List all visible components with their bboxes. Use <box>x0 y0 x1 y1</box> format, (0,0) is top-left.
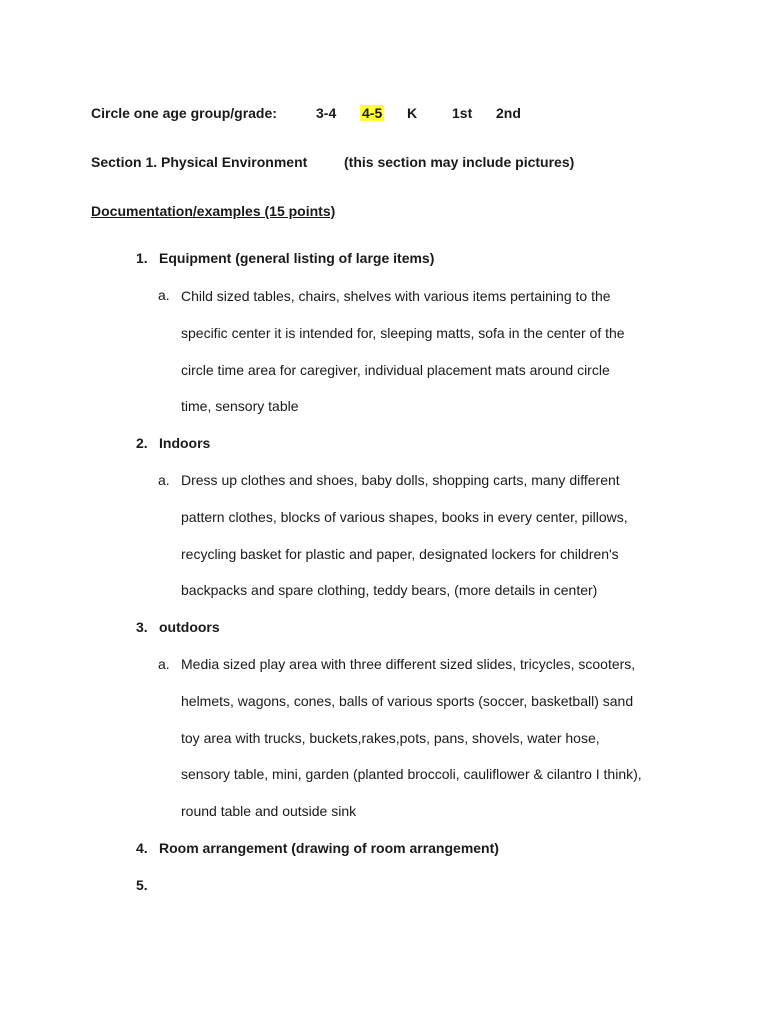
sub-item-line: pattern clothes, blocks of various shapes, books in every center, pillows, <box>181 508 628 525</box>
item-number: 5. <box>136 877 148 893</box>
age-group-label: Circle one age group/grade: <box>91 105 277 121</box>
sub-item-marker: a. <box>158 472 170 488</box>
sub-item-line: specific center it is intended for, sleeping matts, sofa in the center of the <box>181 324 625 341</box>
age-option-2nd: 2nd <box>496 105 521 121</box>
sub-item-marker: a. <box>158 656 170 672</box>
sub-item-marker: a. <box>158 287 170 303</box>
sub-item-line: sensory table, mini, garden (planted broccoli, cauliflower & cilantro I think), <box>181 766 642 783</box>
age-option-1st: 1st <box>452 105 473 121</box>
item-title: Indoors <box>159 435 211 451</box>
sub-item-line: helmets, wagons, cones, balls of various sports (soccer, basketball) sand <box>181 692 634 709</box>
age-option-3-4: 3-4 <box>316 105 337 121</box>
sub-item-text <box>181 646 681 830</box>
sub-item-line: Dress up clothes and shoes, baby dolls, shopping carts, many different <box>181 472 620 488</box>
item-title: outdoors <box>159 619 220 635</box>
sub-item-line: Child sized tables, chairs, shelves with various items pertaining to the <box>181 288 611 304</box>
sub-item-text <box>181 462 681 609</box>
age-option-k: K <box>407 105 418 121</box>
age-option-4-5-wrapper <box>360 105 384 121</box>
sub-item-line: circle time area for caregiver, individual placement mats around circle <box>181 361 610 378</box>
item-number: 1. <box>136 250 148 266</box>
section-title: Section 1. Physical Environment <box>91 154 308 170</box>
age-option-4-5-highlighted: 4-5 <box>362 105 383 121</box>
item-title: Room arrangement (drawing of room arrangement) <box>159 840 499 856</box>
sub-item-line: toy area with trucks, buckets,rakes,pots, pans, shovels, water hose, <box>181 729 600 746</box>
sub-item-line: recycling basket for plastic and paper, designated lockers for children's <box>181 545 619 562</box>
item-number: 3. <box>136 619 148 635</box>
sub-item-line: backpacks and spare clothing, teddy bears, (more details in center) <box>181 582 598 599</box>
section-note: (this section may include pictures) <box>344 154 575 170</box>
sub-item-line: round table and outside sink <box>181 803 357 820</box>
item-title: Equipment (general listing of large items) <box>159 250 435 266</box>
sub-item-line: Media sized play area with three different sized slides, tricycles, scooters, <box>181 656 636 672</box>
sub-item-text <box>181 278 681 425</box>
sub-item-line: time, sensory table <box>181 398 299 415</box>
item-number: 2. <box>136 435 148 451</box>
item-number: 4. <box>136 840 148 856</box>
documentation-heading: Documentation/examples (15 points) <box>91 203 336 219</box>
